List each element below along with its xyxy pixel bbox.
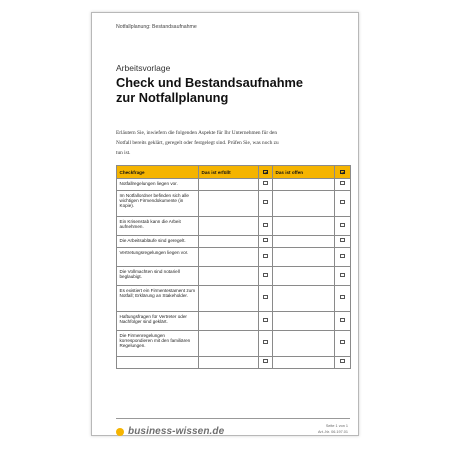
intro-paragraph bbox=[116, 128, 346, 159]
fulfilled-checkbox-cell bbox=[259, 190, 273, 216]
checkbox-icon[interactable] bbox=[263, 181, 267, 185]
document-title bbox=[116, 75, 346, 105]
intro-line: tun ist. bbox=[116, 150, 131, 157]
question-cell: Die Firmenregelungen korrespondieren mit den familiären Regelungen. bbox=[117, 330, 199, 356]
fulfilled-notes-cell[interactable] bbox=[199, 285, 259, 311]
fulfilled-notes-cell[interactable] bbox=[199, 266, 259, 285]
fulfilled-checkbox-cell bbox=[259, 356, 273, 368]
open-checkbox-cell bbox=[335, 356, 351, 368]
title-line: Check und Bestandsaufnahme bbox=[116, 75, 304, 90]
open-notes-cell[interactable] bbox=[273, 247, 335, 266]
open-checkbox-cell bbox=[335, 311, 351, 330]
open-notes-cell[interactable] bbox=[273, 190, 335, 216]
checkbox-icon[interactable] bbox=[340, 295, 344, 299]
page-number: Seite 1 von 1 bbox=[325, 424, 348, 428]
table-row bbox=[117, 235, 351, 247]
fulfilled-notes-cell[interactable] bbox=[199, 216, 259, 235]
fulfilled-checkbox-cell bbox=[259, 266, 273, 285]
fulfilled-checkbox-cell bbox=[259, 330, 273, 356]
open-notes-cell[interactable] bbox=[273, 178, 335, 190]
checkbox-icon[interactable] bbox=[263, 359, 267, 363]
checkbox-icon[interactable] bbox=[340, 181, 344, 185]
open-notes-cell[interactable] bbox=[273, 356, 335, 368]
checkbox-icon[interactable] bbox=[263, 223, 267, 227]
checkbox-icon[interactable] bbox=[263, 254, 267, 258]
fulfilled-notes-cell[interactable] bbox=[199, 190, 259, 216]
open-checkbox-cell bbox=[335, 178, 351, 190]
fulfilled-checkbox-cell bbox=[259, 247, 273, 266]
checkbox-icon[interactable] bbox=[340, 254, 344, 258]
column-header-checkfrage: Checkfrage bbox=[117, 166, 199, 179]
checkbox-check-icon bbox=[263, 170, 268, 175]
question-cell: Haftungsfragen für Vertreter oder Nachfolger sind geklärt. bbox=[117, 311, 199, 330]
question-cell[interactable] bbox=[117, 356, 199, 368]
fulfilled-checkbox-cell bbox=[259, 311, 273, 330]
fulfilled-checkbox-cell bbox=[259, 216, 273, 235]
checkbox-icon[interactable] bbox=[340, 359, 344, 363]
footer-divider bbox=[116, 418, 350, 419]
logo-dot-icon bbox=[116, 428, 124, 436]
open-checkbox-cell bbox=[335, 190, 351, 216]
checkbox-icon[interactable] bbox=[263, 238, 267, 242]
question-cell: Die Vollmachten sind notariell beglaubigt. bbox=[117, 266, 199, 285]
fulfilled-notes-cell[interactable] bbox=[199, 311, 259, 330]
checkbox-icon[interactable] bbox=[263, 200, 267, 204]
fulfilled-checkbox-cell bbox=[259, 235, 273, 247]
table-row bbox=[117, 330, 351, 356]
checkbox-icon[interactable] bbox=[340, 273, 344, 277]
question-cell: Es existiert ein Firmentestament zum Notfall; Erklärung an Stakeholder. bbox=[117, 285, 199, 311]
checklist-table bbox=[116, 165, 351, 369]
column-header-erfuellt: Das ist erfüllt bbox=[199, 166, 259, 179]
checkbox-icon[interactable] bbox=[263, 295, 267, 299]
fulfilled-notes-cell[interactable] bbox=[199, 330, 259, 356]
column-header-checkbox bbox=[335, 166, 351, 179]
brand-logo bbox=[116, 426, 224, 437]
open-notes-cell[interactable] bbox=[273, 311, 335, 330]
open-checkbox-cell bbox=[335, 247, 351, 266]
checkbox-icon[interactable] bbox=[340, 318, 344, 322]
question-cell: Vertretungsregelungen liegen vor. bbox=[117, 247, 199, 266]
logo-text: business-wissen.de bbox=[128, 426, 225, 437]
open-notes-cell[interactable] bbox=[273, 235, 335, 247]
title-line: zur Notfallplanung bbox=[116, 90, 229, 105]
checkbox-icon[interactable] bbox=[263, 318, 267, 322]
table-row bbox=[117, 285, 351, 311]
table-row bbox=[117, 311, 351, 330]
document-kicker: Arbeitsvorlage bbox=[116, 63, 171, 73]
question-cell: Ein Krisenstab kann die Arbeit aufnehmen. bbox=[117, 216, 199, 235]
open-notes-cell[interactable] bbox=[273, 216, 335, 235]
checkbox-icon[interactable] bbox=[340, 238, 344, 242]
checkbox-icon[interactable] bbox=[263, 340, 267, 344]
table-row bbox=[117, 178, 351, 190]
table-row bbox=[117, 216, 351, 235]
open-checkbox-cell bbox=[335, 285, 351, 311]
fulfilled-checkbox-cell bbox=[259, 285, 273, 311]
question-cell: Notfallregelungen liegen vor. bbox=[117, 178, 199, 190]
question-cell: Die Arbeitsabläufe sind geregelt. bbox=[117, 235, 199, 247]
open-checkbox-cell bbox=[335, 235, 351, 247]
running-header: Notfallplanung: Bestandsaufnahme bbox=[116, 24, 197, 30]
open-notes-cell[interactable] bbox=[273, 285, 335, 311]
checkbox-icon[interactable] bbox=[340, 200, 344, 204]
table-row bbox=[117, 190, 351, 216]
column-header-checkbox bbox=[259, 166, 273, 179]
table-row bbox=[117, 266, 351, 285]
fulfilled-notes-cell[interactable] bbox=[199, 235, 259, 247]
intro-line: Notfall bereits geklärt, geregelt oder festgelegt sind. Prüfen Sie, was noch zu bbox=[116, 140, 279, 147]
open-checkbox-cell bbox=[335, 216, 351, 235]
table-row bbox=[117, 247, 351, 266]
table-row bbox=[117, 356, 351, 368]
open-checkbox-cell bbox=[335, 330, 351, 356]
checkbox-icon[interactable] bbox=[340, 223, 344, 227]
table-header-row bbox=[117, 166, 351, 179]
intro-line: Erläutern Sie, inwiefern die folgenden Aspekte für Ihr Unternehmen für den bbox=[116, 130, 278, 136]
page-info bbox=[318, 423, 348, 435]
fulfilled-checkbox-cell bbox=[259, 178, 273, 190]
open-notes-cell[interactable] bbox=[273, 266, 335, 285]
fulfilled-notes-cell[interactable] bbox=[199, 247, 259, 266]
question-cell: Im Notfallordner befinden sich alle wichtigen Firmendokumente (in Kopie). bbox=[117, 190, 199, 216]
checkbox-icon[interactable] bbox=[263, 273, 267, 277]
open-checkbox-cell bbox=[335, 266, 351, 285]
column-header-offen: Das ist offen bbox=[273, 166, 335, 179]
fulfilled-notes-cell[interactable] bbox=[199, 356, 259, 368]
article-number: Art.-Nr. 06.197.01 bbox=[318, 430, 348, 434]
checkbox-check-icon bbox=[340, 170, 345, 175]
checkbox-icon[interactable] bbox=[340, 340, 344, 344]
fulfilled-notes-cell[interactable] bbox=[199, 178, 259, 190]
open-notes-cell[interactable] bbox=[273, 330, 335, 356]
document-page bbox=[91, 12, 359, 436]
